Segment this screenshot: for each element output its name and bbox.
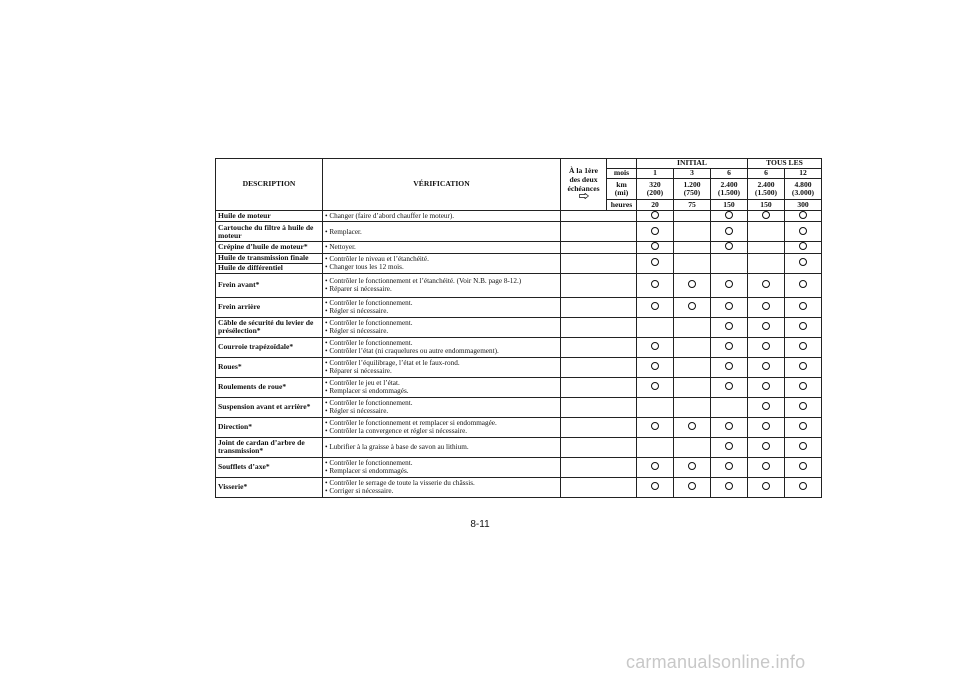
mark-cell	[785, 297, 822, 317]
check-line: • Contrôler l’état (ni craquelures ou autre endommagement).	[325, 347, 499, 356]
row-check	[323, 377, 561, 397]
table-row	[216, 273, 822, 297]
unit-value: 2.400 (1.500)	[711, 179, 748, 200]
circle-mark-icon	[651, 227, 659, 235]
check-line: • Remplacer.	[325, 227, 362, 236]
mark-cell	[711, 242, 748, 253]
row-label: Suspension avant et arrière*	[216, 397, 323, 417]
unit-value: 4.800 (3.000)	[785, 179, 822, 200]
mark-cell	[637, 477, 674, 497]
check-line: • Contrôler le serrage de toute la visserie du châssis.	[325, 478, 475, 487]
mark-cell	[748, 477, 785, 497]
circle-mark-icon	[762, 322, 770, 330]
check-line: • Remplacer si endommagés.	[325, 387, 409, 396]
circle-mark-icon	[725, 242, 733, 250]
row-check	[323, 273, 561, 297]
mark-cell	[711, 477, 748, 497]
mark-cell	[785, 437, 822, 457]
circle-mark-icon	[799, 462, 807, 470]
circle-mark-icon	[799, 211, 807, 219]
mark-cell	[711, 437, 748, 457]
circle-mark-icon	[725, 227, 733, 235]
table-row	[216, 457, 822, 477]
row-check	[323, 357, 561, 377]
mark-cell	[748, 337, 785, 357]
row-check	[323, 477, 561, 497]
mark-cell	[711, 297, 748, 317]
mark-cell	[785, 477, 822, 497]
circle-mark-icon	[725, 462, 733, 470]
row-check	[323, 397, 561, 417]
unit-value: 75	[674, 200, 711, 211]
unit-spacer	[607, 159, 637, 169]
table-row	[216, 397, 822, 417]
circle-mark-icon	[799, 302, 807, 310]
table-row	[216, 211, 822, 222]
mark-cell	[637, 211, 674, 222]
mark-cell	[637, 297, 674, 317]
circle-mark-icon	[651, 242, 659, 250]
mark-cell	[748, 242, 785, 253]
row-check	[323, 253, 561, 273]
circle-mark-icon	[651, 342, 659, 350]
circle-mark-icon	[725, 422, 733, 430]
mark-cell	[785, 273, 822, 297]
unit-value: 6	[748, 169, 785, 179]
circle-mark-icon	[799, 402, 807, 410]
circle-mark-icon	[799, 382, 807, 390]
row-label: Soufflets d’axe*	[216, 457, 323, 477]
check-line: • Contrôler le fonctionnement.	[325, 338, 413, 347]
row-label: Frein arrière	[216, 297, 323, 317]
row-check	[323, 457, 561, 477]
mark-cell	[637, 437, 674, 457]
first-two-header	[561, 159, 607, 211]
mark-cell	[674, 457, 711, 477]
circle-mark-icon	[799, 422, 807, 430]
mark-cell	[674, 273, 711, 297]
row-check	[323, 297, 561, 317]
circle-mark-icon	[651, 382, 659, 390]
mark-cell	[748, 211, 785, 222]
circle-mark-icon	[725, 280, 733, 288]
row-label: Crépine d’huile de moteur*	[216, 242, 323, 253]
mark-cell	[748, 317, 785, 337]
table-row	[216, 357, 822, 377]
watermark: carmanualsonline.info	[626, 652, 806, 672]
circle-mark-icon	[688, 422, 696, 430]
row-label: Huile de différentiel	[216, 263, 323, 273]
row-check	[323, 337, 561, 357]
check-line: • Corriger si nécessaire.	[325, 487, 394, 496]
mark-cell	[711, 417, 748, 437]
row-blank	[561, 242, 637, 253]
circle-mark-icon	[725, 442, 733, 450]
mark-cell	[637, 253, 674, 273]
row-blank	[561, 477, 637, 497]
mark-cell	[711, 253, 748, 273]
mark-cell	[674, 211, 711, 222]
mark-cell	[637, 273, 674, 297]
circle-mark-icon	[651, 211, 659, 219]
row-check	[323, 437, 561, 457]
mark-cell	[785, 253, 822, 273]
row-blank	[561, 317, 637, 337]
unit-value: 150	[711, 200, 748, 211]
table-row	[216, 417, 822, 437]
check-line: • Régler si nécessaire.	[325, 407, 389, 416]
mark-cell	[674, 317, 711, 337]
row-check	[323, 317, 561, 337]
check-line: • Nettoyer.	[325, 243, 356, 252]
table-row	[216, 377, 822, 397]
circle-mark-icon	[762, 422, 770, 430]
circle-mark-icon	[799, 342, 807, 350]
row-check	[323, 211, 561, 222]
mark-cell	[674, 337, 711, 357]
mark-cell	[674, 377, 711, 397]
mark-cell	[637, 357, 674, 377]
circle-mark-icon	[799, 482, 807, 490]
mark-cell	[711, 211, 748, 222]
mark-cell	[637, 222, 674, 242]
mark-cell	[637, 377, 674, 397]
mark-cell	[674, 357, 711, 377]
mark-cell	[711, 457, 748, 477]
circle-mark-icon	[762, 342, 770, 350]
mark-cell	[785, 222, 822, 242]
circle-mark-icon	[799, 322, 807, 330]
circle-mark-icon	[651, 482, 659, 490]
check-line: • Lubrifier à la graisse à base de savon au lithium.	[325, 443, 469, 452]
check-line: • Changer (faire d’abord chauffer le moteur).	[325, 212, 455, 220]
check-line: • Réparer si nécessaire.	[325, 285, 392, 294]
row-blank	[561, 297, 637, 317]
mark-cell	[637, 337, 674, 357]
row-label: Cartouche du filtre à huile de moteur	[216, 222, 323, 242]
row-label: Visserie*	[216, 477, 323, 497]
mark-cell	[785, 417, 822, 437]
row-blank	[561, 273, 637, 297]
mark-cell	[711, 357, 748, 377]
circle-mark-icon	[799, 362, 807, 370]
circle-mark-icon	[651, 280, 659, 288]
row-check	[323, 222, 561, 242]
circle-mark-icon	[725, 342, 733, 350]
row-label: Frein avant*	[216, 273, 323, 297]
mark-cell	[785, 397, 822, 417]
page-number: 8-11	[470, 519, 490, 530]
table-row	[216, 242, 822, 253]
mark-cell	[674, 477, 711, 497]
unit-value: 6	[711, 169, 748, 179]
circle-mark-icon	[799, 280, 807, 288]
mark-cell	[637, 397, 674, 417]
mark-cell	[674, 242, 711, 253]
circle-mark-icon	[651, 258, 659, 266]
table-row	[216, 337, 822, 357]
mark-cell	[674, 297, 711, 317]
mark-cell	[674, 222, 711, 242]
table-row	[216, 437, 822, 457]
mark-cell	[785, 242, 822, 253]
circle-mark-icon	[725, 362, 733, 370]
circle-mark-icon	[762, 211, 770, 219]
row-blank	[561, 357, 637, 377]
row-check	[323, 417, 561, 437]
mark-cell	[748, 377, 785, 397]
mark-cell	[748, 397, 785, 417]
unit-value: 12	[785, 169, 822, 179]
mark-cell	[711, 273, 748, 297]
unit-value: 20	[637, 200, 674, 211]
mark-cell	[748, 222, 785, 242]
circle-mark-icon	[725, 382, 733, 390]
check-line: • Contrôler le jeu et l’état.	[325, 378, 400, 387]
mark-cell	[748, 297, 785, 317]
circle-mark-icon	[762, 302, 770, 310]
mark-cell	[785, 357, 822, 377]
maintenance-table	[215, 158, 822, 498]
description-header: DESCRIPTION	[216, 159, 323, 211]
mark-cell	[711, 377, 748, 397]
check-line: • Contrôler le fonctionnement.	[325, 318, 413, 327]
row-blank	[561, 211, 637, 222]
mark-cell	[785, 457, 822, 477]
circle-mark-icon	[688, 280, 696, 288]
circle-mark-icon	[762, 382, 770, 390]
unit-value: 1.200 (750)	[674, 179, 711, 200]
mark-cell	[674, 397, 711, 417]
table-row	[216, 317, 822, 337]
table-row	[216, 477, 822, 497]
unit-value: 3	[674, 169, 711, 179]
unit-label: km (mi)	[607, 179, 637, 200]
table-body	[216, 211, 822, 498]
circle-mark-icon	[651, 462, 659, 470]
unit-label: mois	[607, 169, 637, 179]
circle-mark-icon	[762, 402, 770, 410]
check-line: • Régler si nécessaire.	[325, 327, 389, 336]
check-line: • Contrôler le fonctionnement et l’étanchéité. (Voir N.B. page 8-12.)	[325, 276, 522, 285]
row-label: Huile de transmission finale	[216, 253, 323, 263]
mark-cell	[785, 377, 822, 397]
mark-cell	[785, 211, 822, 222]
mark-cell	[637, 317, 674, 337]
mark-cell	[748, 417, 785, 437]
unit-value: 2.400 (1.500)	[748, 179, 785, 200]
row-blank	[561, 377, 637, 397]
initial-header: INITIAL	[637, 159, 748, 169]
row-label: Joint de cardan d’arbre de transmission*	[216, 437, 323, 457]
check-line: • Contrôler la convergence et régler si nécessaire.	[325, 427, 468, 436]
row-blank	[561, 397, 637, 417]
mark-cell	[711, 317, 748, 337]
mark-cell	[711, 222, 748, 242]
row-label: Roulements de roue*	[216, 377, 323, 397]
check-line: • Contrôler le fonctionnement.	[325, 458, 413, 467]
row-blank	[561, 437, 637, 457]
circle-mark-icon	[688, 462, 696, 470]
verification-header: VÉRIFICATION	[323, 159, 561, 211]
check-line: • Contrôler le niveau et l’étanchéité.	[325, 254, 429, 263]
unit-value: 150	[748, 200, 785, 211]
unit-value: 1	[637, 169, 674, 179]
circle-mark-icon	[799, 442, 807, 450]
row-label: Courroie trapézoïdale*	[216, 337, 323, 357]
circle-mark-icon	[762, 482, 770, 490]
mark-cell	[674, 437, 711, 457]
row-blank	[561, 222, 637, 242]
check-line: • Régler si nécessaire.	[325, 307, 389, 316]
every-header: TOUS LES	[748, 159, 822, 169]
row-blank	[561, 417, 637, 437]
mark-cell	[748, 357, 785, 377]
mark-cell	[785, 317, 822, 337]
mark-cell	[637, 457, 674, 477]
mark-cell	[637, 242, 674, 253]
circle-mark-icon	[799, 242, 807, 250]
row-label: Direction*	[216, 417, 323, 437]
mark-cell	[785, 337, 822, 357]
row-label: Câble de sécurité du levier de présélection*	[216, 317, 323, 337]
table-row	[216, 222, 822, 242]
unit-value: 320 (200)	[637, 179, 674, 200]
check-line: • Changer tous les 12 mois.	[325, 263, 404, 272]
row-blank	[561, 457, 637, 477]
circle-mark-icon	[688, 482, 696, 490]
mark-cell	[748, 273, 785, 297]
row-check	[323, 242, 561, 253]
circle-mark-icon	[762, 442, 770, 450]
circle-mark-icon	[762, 462, 770, 470]
mark-cell	[748, 437, 785, 457]
mark-cell	[711, 337, 748, 357]
circle-mark-icon	[799, 227, 807, 235]
table-header	[216, 159, 822, 211]
circle-mark-icon	[651, 362, 659, 370]
row-label: Huile de moteur	[216, 211, 323, 222]
circle-mark-icon	[688, 302, 696, 310]
check-line: • Contrôler le fonctionnement et remplacer si endommagée.	[325, 418, 497, 427]
arrow-right-icon	[579, 193, 589, 199]
circle-mark-icon	[799, 258, 807, 266]
mark-cell	[711, 397, 748, 417]
mark-cell	[674, 417, 711, 437]
circle-mark-icon	[651, 302, 659, 310]
circle-mark-icon	[725, 322, 733, 330]
check-line: • Remplacer si endommagés.	[325, 467, 409, 476]
row-blank	[561, 253, 637, 273]
check-line: • Contrôler le fonctionnement.	[325, 298, 413, 307]
circle-mark-icon	[725, 302, 733, 310]
row-label: Roues*	[216, 357, 323, 377]
check-line: • Contrôler l’équilibrage, l’état et le faux-rond.	[325, 358, 460, 367]
circle-mark-icon	[725, 211, 733, 219]
mark-cell	[748, 457, 785, 477]
first-two-text: À la 1ère des deux échéances	[567, 166, 600, 193]
mark-cell	[674, 253, 711, 273]
mark-cell	[748, 253, 785, 273]
table-row	[216, 253, 822, 263]
check-line: • Contrôler le fonctionnement.	[325, 398, 413, 407]
circle-mark-icon	[725, 482, 733, 490]
circle-mark-icon	[762, 280, 770, 288]
check-line: • Réparer si nécessaire.	[325, 367, 392, 376]
unit-value: 300	[785, 200, 822, 211]
mark-cell	[637, 417, 674, 437]
circle-mark-icon	[762, 362, 770, 370]
unit-label: heures	[607, 200, 637, 211]
circle-mark-icon	[651, 422, 659, 430]
table-row	[216, 297, 822, 317]
row-blank	[561, 337, 637, 357]
